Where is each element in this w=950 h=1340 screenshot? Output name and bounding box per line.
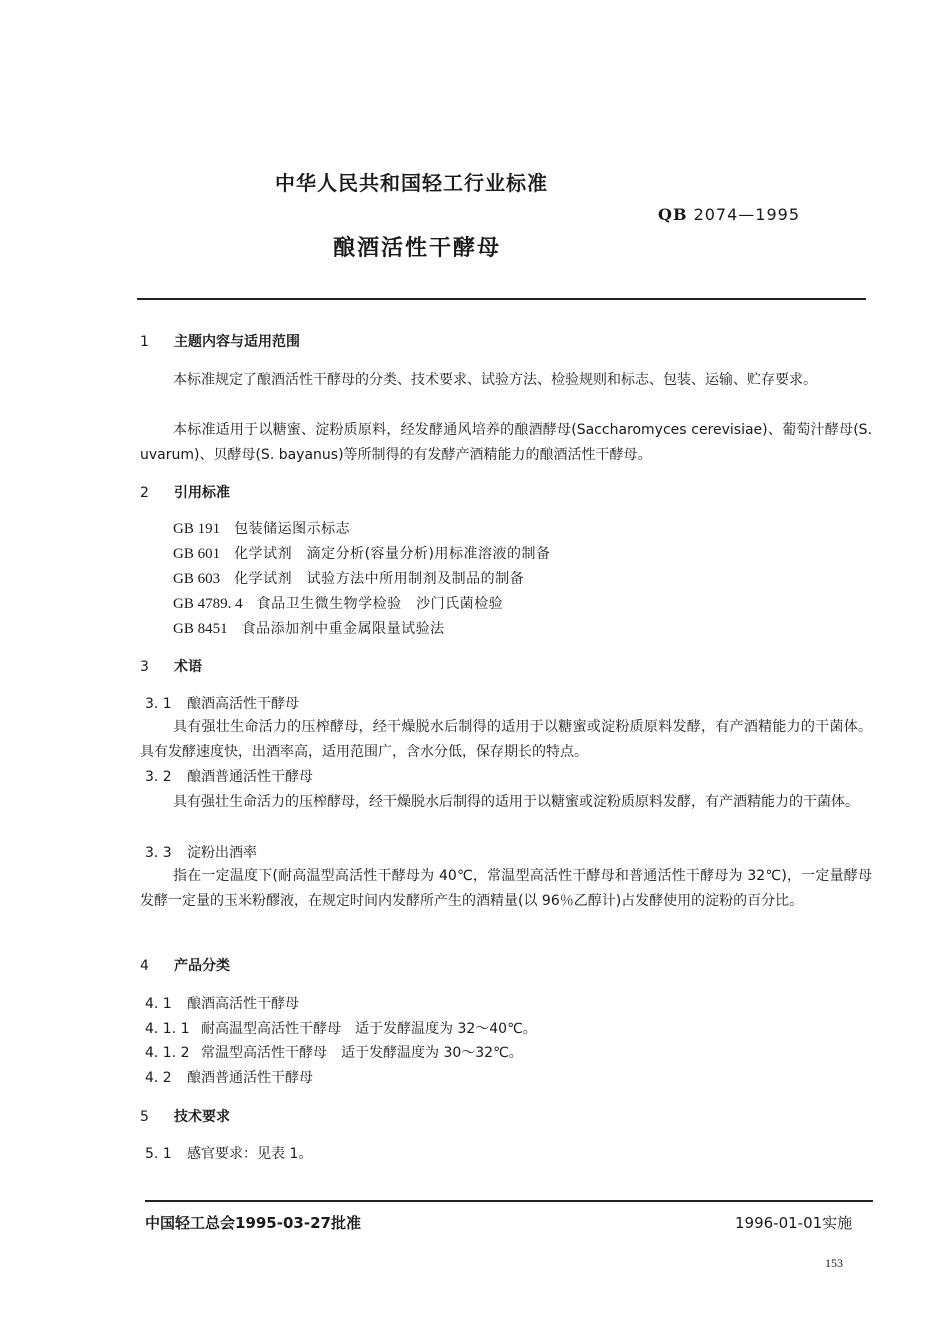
term-title: 酿酒普通活性干酵母 (187, 769, 313, 785)
tech-text: 感官要求：见表 1。 (187, 1146, 313, 1162)
section-title: 主题内容与适用范围 (174, 334, 300, 350)
class-text: 耐高温型高活性干酵母 适于发酵温度为 32～40℃。 (201, 1021, 537, 1037)
class-text: 酿酒高活性干酵母 (187, 996, 299, 1012)
reference-name: 食品卫生微生物学检验 沙门氏菌检验 (256, 596, 504, 612)
approval-line: 中国轻工总会1995-03-27批准 (145, 1214, 361, 1232)
standard-title: 中华人民共和国轻工行业标准 (275, 171, 548, 195)
reference-name: 包装储运图示标志 (234, 521, 351, 537)
term-number: 3. 1 (145, 696, 172, 712)
term-definition: 指在一定温度下(耐高温型高活性干酵母为 40℃，常温型高活性干酵母和普通活性干酵母为 32℃)，一定量酵母发酵一定量的玉米粉醪液，在规定时间内发酵所产生的酒精量(以 96％乙醇计)占发酵使用的淀粉的百分比。 (140, 868, 872, 909)
section-number: 2 (140, 485, 149, 501)
class-item (145, 1018, 537, 1038)
scope-paragraph-1: 本标准规定了酿酒活性干酵母的分类、技术要求、试验方法、检验规则和标志、包装、运输、贮存要求。 (173, 372, 817, 388)
reference-code: GB 191 (173, 521, 221, 537)
section-number: 5 (140, 1109, 149, 1125)
section-title: 技术要求 (174, 1109, 230, 1125)
tech-number: 5. 1 (145, 1146, 172, 1162)
code-number: 2074—1995 (693, 205, 800, 224)
reference-code: GB 603 (173, 571, 221, 587)
reference-item (173, 518, 350, 538)
term-title: 酿酒高活性干酵母 (187, 696, 299, 712)
term-number: 3. 3 (145, 845, 172, 861)
class-item (145, 993, 299, 1013)
section-number: 4 (140, 958, 149, 974)
section-heading-1 (140, 331, 300, 351)
effective-date: 1996-01-01实施 (735, 1214, 853, 1232)
footer-divider (145, 1200, 873, 1202)
class-number: 4. 1. 1 (145, 1021, 190, 1037)
section-title: 产品分类 (174, 958, 230, 974)
term-title: 淀粉出酒率 (187, 845, 257, 861)
reference-name: 化学试剂 滴定分析(容量分析)用标准溶液的制备 (234, 546, 551, 562)
reference-item (173, 618, 445, 638)
class-number: 4. 1. 2 (145, 1045, 190, 1061)
reference-name: 化学试剂 试验方法中所用制剂及制品的制备 (234, 571, 525, 587)
term-heading-3-1 (145, 693, 299, 713)
term-number: 3. 2 (145, 769, 172, 785)
scope-paragraph-2: 本标准适用于以糖蜜、淀粉质原料，经发酵通风培养的酿酒酵母(Saccharomyces cerevisiae)、葡萄汁酵母(S. uvarum)、贝酵母(S. bayanus)等所制得的有发酵产酒精能力的酿酒活性干酵母。 (140, 422, 872, 463)
section-heading-3 (140, 656, 202, 676)
class-text: 酿酒普通活性干酵母 (187, 1070, 313, 1086)
class-item (145, 1067, 313, 1087)
section-heading-5 (140, 1106, 230, 1126)
document-title: 酿酒活性干酵母 (333, 236, 502, 261)
term-heading-3-3 (145, 842, 257, 862)
code-prefix: QB (658, 205, 688, 224)
class-number: 4. 2 (145, 1070, 172, 1086)
reference-code: GB 4789. 4 (173, 596, 243, 612)
page-number: 153 (825, 1256, 843, 1270)
class-text: 常温型高活性干酵母 适于发酵温度为 30～32℃。 (201, 1045, 523, 1061)
term-definition: 具有强壮生命活力的压榨酵母，经干燥脱水后制得的适用于以糖蜜或淀粉质原料发酵，有产酒精能力的干菌体。 (173, 794, 859, 810)
standard-code (658, 205, 800, 224)
header-divider (137, 298, 866, 300)
reference-item (173, 593, 503, 613)
reference-code: GB 601 (173, 546, 221, 562)
section-heading-4 (140, 955, 230, 975)
section-title: 引用标准 (174, 485, 230, 501)
class-item (145, 1042, 523, 1062)
section-number: 1 (140, 334, 149, 350)
class-number: 4. 1 (145, 996, 172, 1012)
section-title: 术语 (174, 659, 202, 675)
reference-name: 食品添加剂中重金属限量试验法 (241, 621, 445, 637)
term-definition: 具有强壮生命活力的压榨酵母，经干燥脱水后制得的适用于以糖蜜或淀粉质原料发酵，有产酒精能力的干菌体。具有发酵速度快，出酒率高，适用范围广，含水分低，保存期长的特点。 (140, 719, 872, 760)
term-heading-3-2 (145, 766, 313, 786)
reference-item (173, 543, 551, 563)
section-heading-2 (140, 482, 230, 502)
section-number: 3 (140, 659, 149, 675)
reference-item (173, 568, 524, 588)
reference-code: GB 8451 (173, 621, 228, 637)
tech-item (145, 1143, 312, 1163)
